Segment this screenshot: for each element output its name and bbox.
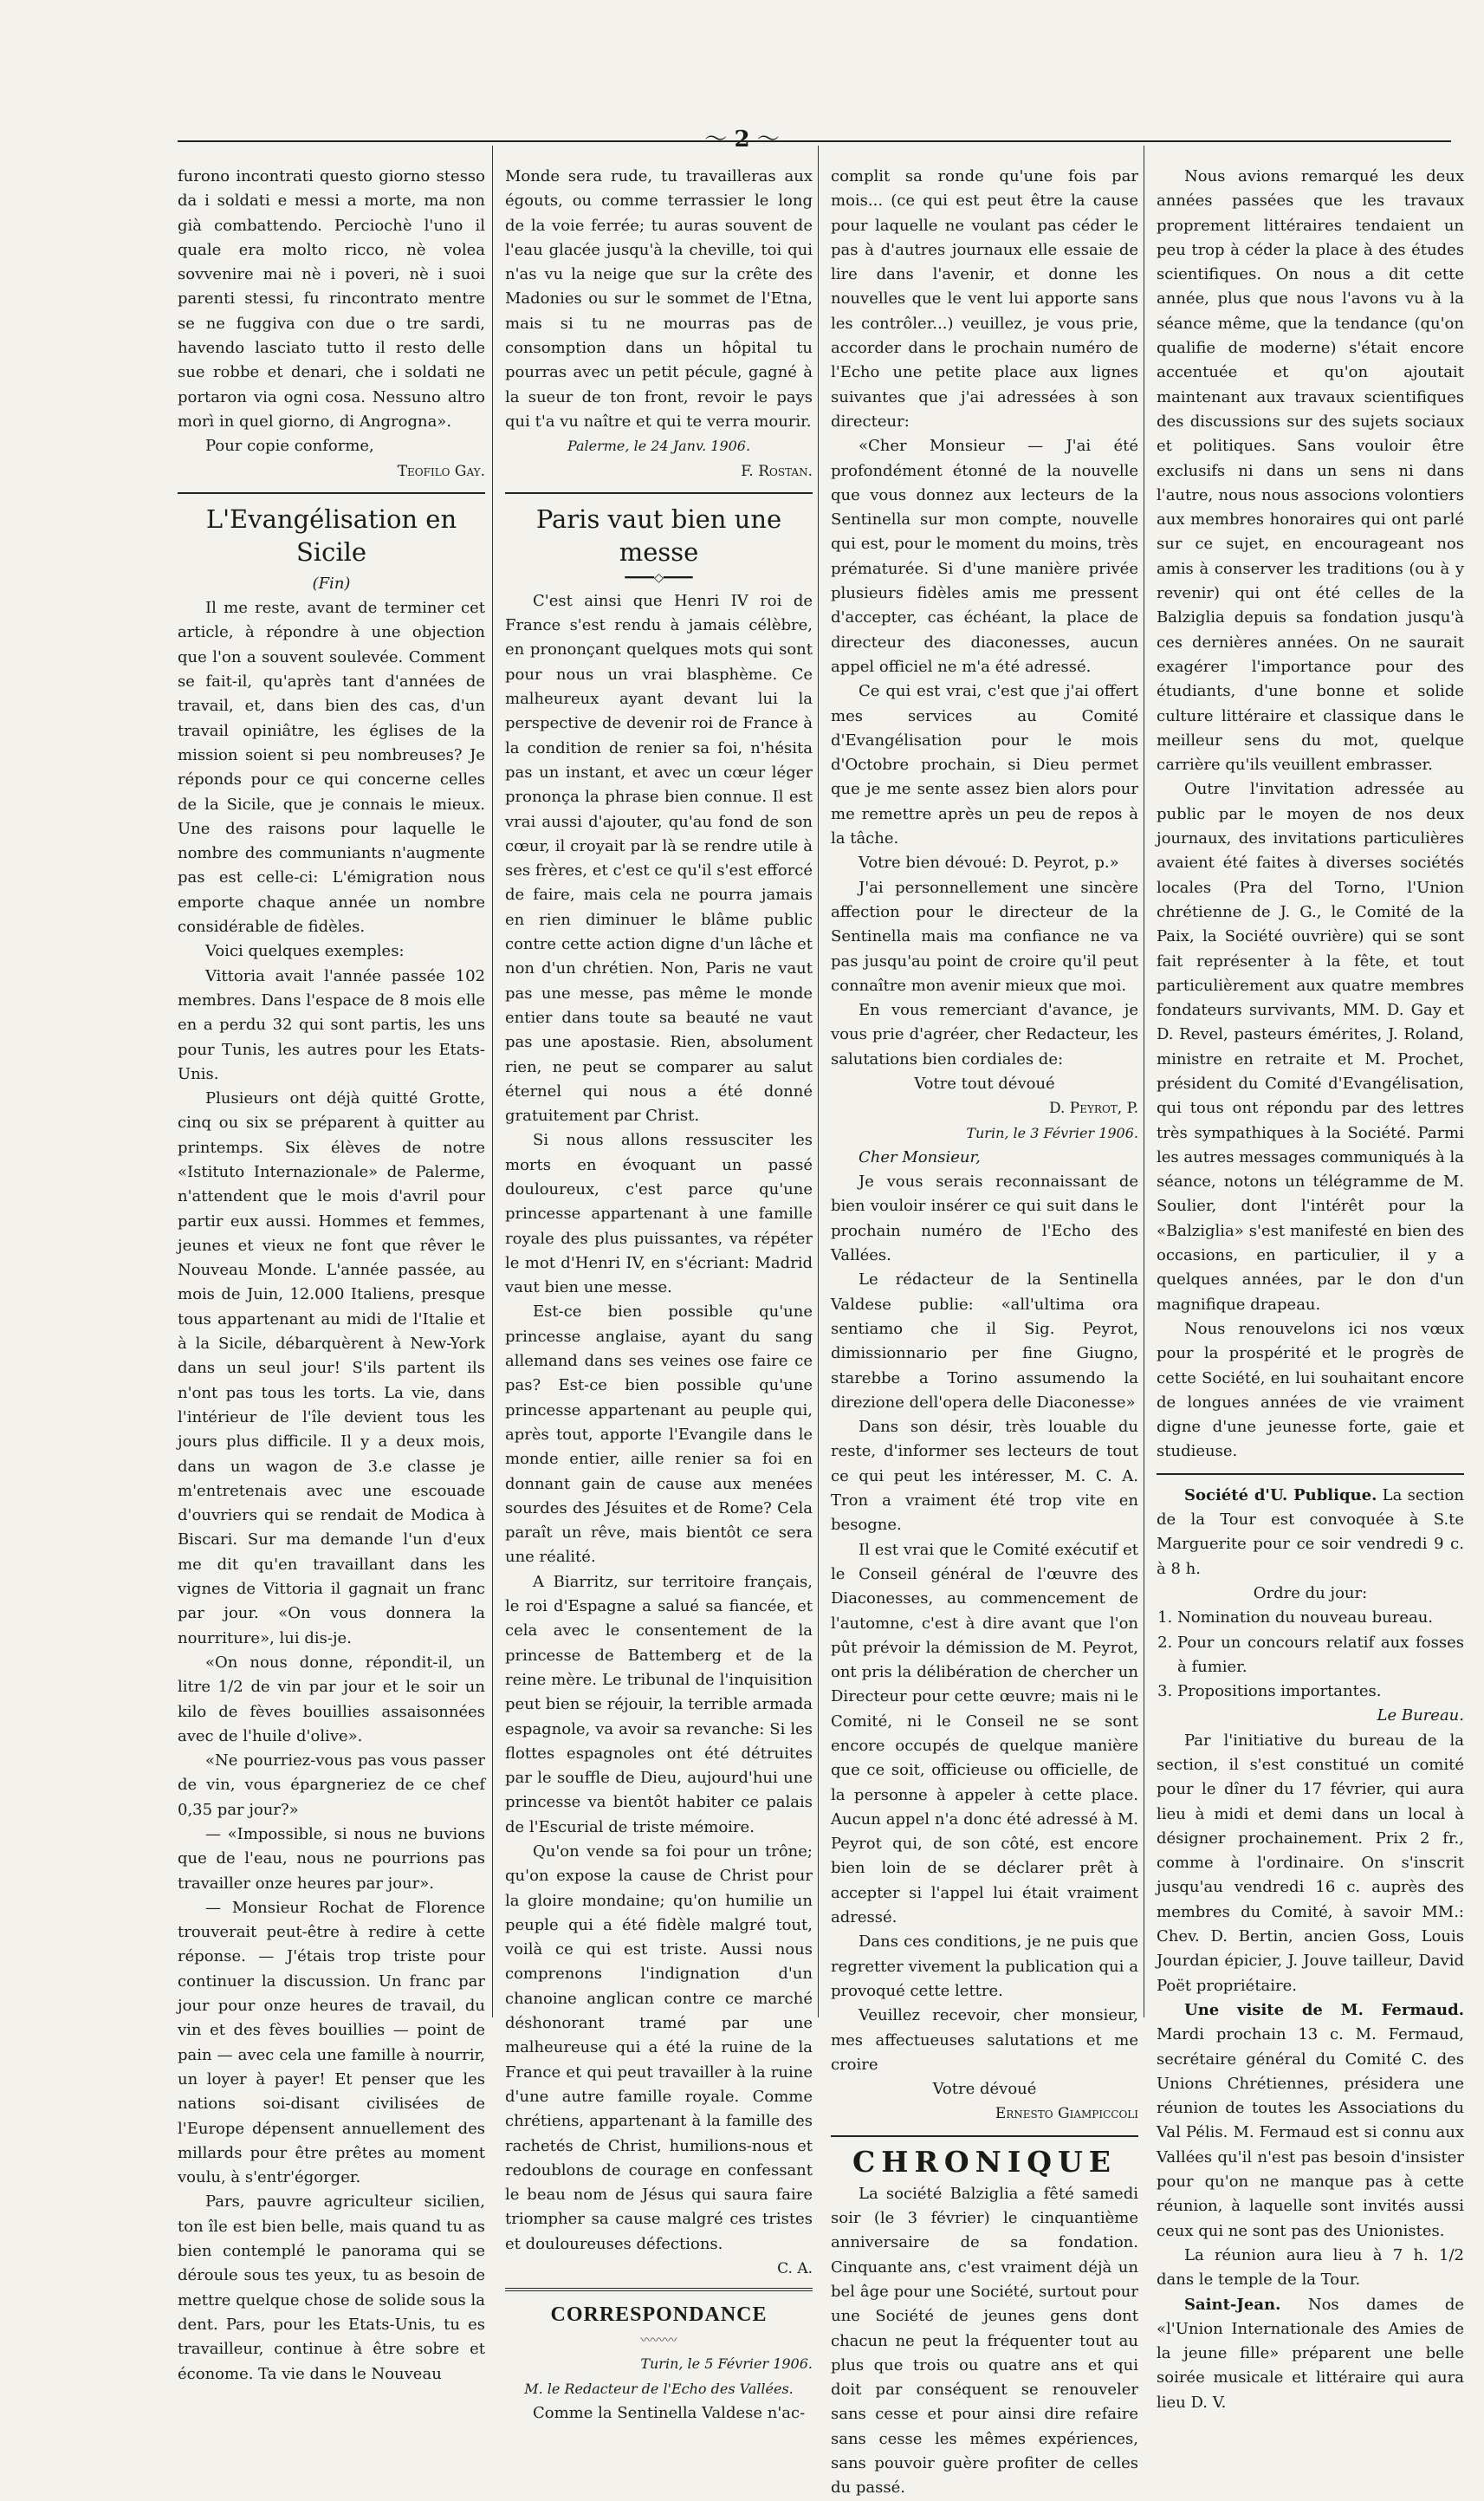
- paragraph: Dans son désir, très louable du reste, d'informer ses lecteurs de tout ce qui peut les intéresser, M. C. A. Tron a vraiment été trop vite en besogne.: [831, 1418, 1138, 1535]
- paragraph: Plusieurs ont déjà quitté Grotte, cinq ou six se préparent à quitter au printemps. Six élèves de notre «Istituto Internazionale» de Palerme, n'attendent que le mois d'avril pour partir eux aussi. Hommes et femmes, jeunes et vieux ne font que rêver le Nouveau Monde. L'année passée, au mois de Juin, 12.000 Italiens, presque tous appartenant au midi de l'Italie et à la Sicile, débarquèrent à New-York dans un seul jour! S'ils partent ils n'ont pas tous les torts. La vie, dans l'intérieur de l'île devient tous les jours plus difficile. Il y a deux mois, dans un wagon de 3.e classe je m'entretenais avec une escouade d'ouvriers qui se rendait de Modica à Biscari. Sur ma demande l'un d'eux me dit qu'en travaillant dans les vignes de Vittoria il gagnait un franc par jour. «On vous donnera la nourriture», lui dis-je.: [178, 1089, 485, 1647]
- paragraph: «On nous donne, répondit-il, un litre 1/2 de vin par jour et le soir un kilo de fèves bouillies assaisonnées avec de l'huile d'olive».: [178, 1653, 485, 1745]
- paragraph: — Monsieur Rochat de Florence trouverait peut-être à redire à cette réponse. — J'étais trop triste pour continuer la discussion. Un franc par jour pour onze heures de travail, du vin et des fèves bouillies — point de pain — avec cela une famille à nourrir, un loyer à payer! Et penser que les nations soi-disant civilisées de l'Europe dépensent annuellement des millards pour être prêtes au moment voulu, à s'entr'égorger.: [178, 1898, 485, 2187]
- section-rule: [505, 2288, 813, 2291]
- paragraph: J'ai personnellement une sincère affection pour le directeur de la Sentinella mais ma confiance ne va pas jusqu'au point de croire qu'il peut connaître mon avenir mieux que moi.: [831, 878, 1138, 995]
- list-item: 1. Nomination du nouveau bureau.: [1177, 1606, 1464, 1630]
- column-2: [505, 165, 813, 2422]
- closing: Votre tout dévoué: [914, 1074, 1055, 1093]
- signature: D. Peyrot, P.: [1048, 1100, 1138, 1118]
- section-rule: [831, 2135, 1138, 2137]
- paragraph: Il me reste, avant de terminer cet article, à répondre à une objection que l'on a souvent soulevée. Comment se fait-il, qu'après tant d'années de travail, et, dans bien des cas, d'un travail opiniâtre, les églises de la mission soient si peu nombreuses? Je réponds pour ce qui concerne celles de la Sicile, que je connais le mieux. Une des raisons pour laquelle le nombre des communiants n'augmente pas est celle-ci: L'émigration nous emporte chaque année un nombre considérable de fidèles.: [178, 599, 485, 937]
- salutation: M. le Redacteur de l'Echo des Vallées.: [524, 2380, 794, 2397]
- section-title: CORRESPONDANCE: [550, 2303, 768, 2327]
- item-heading: Saint-Jean.: [1184, 2295, 1281, 2314]
- section-rule: [178, 492, 485, 494]
- section-rule: [1157, 1473, 1464, 1475]
- paragraph: Vittoria avait l'année passée 102 membres. Dans l'espace de 8 mois elle en a perdu 32 qui sont partis, les uns pour Tunis, les autres pour les Etats-Unis.: [178, 966, 485, 1083]
- paragraph: Il est vrai que le Comité exécutif et le Conseil général de l'œuvre des Diaconesses, au commencement de l'automne, c'est à dire avant que l'on pût prévoir la démission de M. Peyrot, ont pris la délibération de chercher un Directeur pour cette œuvre; mais ni le Comité, ni le Conseil ne se sont encore occupés de quelque manière que ce soit, officieuse ou officielle, de la personne à appeler à cette place. Aucun appel n'a donc été adressé à M. Peyrot qui, de son côté, est encore bien loin de se déclarer prêt à accepter si l'appel lui était vraiment adressé.: [831, 1540, 1138, 1927]
- signature: Teofilo Gay.: [397, 462, 485, 480]
- paragraph: Est-ce bien possible qu'une princesse anglaise, ayant du sang allemand dans ses veines ose faire ce pas? Est-ce bien possible qu'une princesse appartenant au peuple qui, après tout, apporte l'Evangile dans le monde entier, aille renier sa foi en donnant gain de cause aux menées sourdes des Jésuites et de Rome? Cela paraît un rêve, mais bientôt ce sera une réalité.: [505, 1302, 813, 1567]
- paragraph: Qu'on vende sa foi pour un trône; qu'on expose la cause de Christ pour la gloire mondaine; qu'on humilie un peuple qui a été fidèle malgré tout, voilà ce qui est triste. Aussi nous comprenons l'indignation d'un chanoine anglican contre ce marché déshonorant tramé par une malheureuse qui a été la ruine de la France et qui peut travailler à la ruine d'une autre famille royale. Comme chrétiens, appartenant à la famille des rachetés de Christ, humilions-nous et redoublons de courage en confessant le beau nom de Jésus qui saura faire triompher sa cause malgré ces tristes et douloureuses défections.: [505, 1842, 813, 2253]
- paragraph: A Biarritz, sur territoire français, le roi d'Espagne a salué sa fiancée, et cela avec le consentement de la princesse de Battemberg et de la reine mère. Le tribunal de l'inquisition peut bien se réjouir, la terrible armada espagnole, va avoir sa revanche: Si les flottes espagnoles ont été détruites par le souffle de Dieu, aujourd'hui une princesse va bientôt habiter ce palais de l'Escurial de triste mémoire.: [505, 1572, 813, 1836]
- item-text: Mardi prochain 13 c. M. Fermaud, secrétaire général du Comité C. des Unions Chrétiennes, présidera une réunion de toutes les Associations du Val Pélis. M. Fermaud est si connu aux Vallées qu'il n'est pas besoin d'insister pour qu'on ne manque pas à cette réunion, à laquelle sont invités aussi ceux qui ne sont pas des Unionistes.: [1157, 2025, 1464, 2240]
- dateline: Turin, le 3 Février 1906.: [966, 1124, 1138, 1141]
- item-text: Nos dames de «l'Union Internationale des Amies de la jeune fille» préparent une belle soirée musicale et littéraire qui aura lieu D. V.: [1157, 2295, 1464, 2412]
- paragraph: Monde sera rude, tu travailleras aux égouts, ou comme terrassier le long de la voie ferrée; tu auras souvent de l'eau glacée jusqu'à la cheville, toi qui n'as vu la neige que sur la crête des Madonies ou sur le sommet de l'Etna, mais si tu ne mourras pas de consomption dans un hôpital tu pourras avec un petit pécule, gagné à la sueur de ton front, revoir le pays qui t'a vu naître et qui te verra mourir.: [505, 167, 813, 431]
- paragraph: Nous avions remarqué les deux années passées que les travaux proprement littéraires tendaient un peu trop à céder la place à des études scientifiques. On nous a dit cette année, plus que nous l'avons vu à la séance même, que la tendance (qu'on qualifie de moderne) s'était encore accentuée et qu'on ajoutait maintenant aux travaux scientifiques des discussions sur des sujets sociaux et politiques. Sans vouloir être exclusifs ni dans un sens ni dans l'autre, nous nous associons volontiers aux membres honoraires qui ont parlé sur ce sujet, en encourageant nos amis à conserver les traditions (ou à y revenir) qui ont été celles de la Balziglia depuis sa fondation jusqu'à ces dernières années. On ne saurait exagérer l'importance pour des étudiants, d'une bonne et solide culture littéraire et classique dans le meilleur sens du mot, quelque carrière qu'ils veuillent embrasser.: [1157, 167, 1464, 775]
- item-heading: Une visite de M. Fermaud.: [1184, 2000, 1464, 2019]
- paragraph: Outre l'invitation adressée au public par le moyen de nos deux journaux, des invitations particulières avaient été faites à diverses sociétés locales (Pra del Torno, l'Union chrétienne de J. G., le Comité de la Paix, la Société ouvrière) qui se sont fait représenter à la fête, et tout particulièrement aux quatre membres fondateurs survivants, MM. D. Gay et D. Revel, pasteurs émérites, J. Roland, ministre en retraite et M. Prochet, président du Comité d'Evangélisation, qui tous ont répondu par des lettres très sympathiques à la Société. Parmi les autres messages communiqués à la séance, notons un télégramme de M. Soulier, dont l'intérêt pour la «Balziglia» s'est manifesté en bien des occasions, en particulier, il y a quelques années, par le don d'un magnifique drapeau.: [1157, 780, 1464, 1314]
- paragraph: C'est ainsi que Henri IV roi de France s'est rendu à jamais célèbre, en prononçant quelques mots qui sont pour nous un vrai blasphème. Ce malheureux ayant devant lui la perspective de devenir roi de France à la condition de renier sa foi, n'hésita pas un instant, et avec un cœur léger prononça la phrase bien connue. Il est vrai aussi d'ajouter, qu'au fond de son cœur, il croyait par là se rendre utile à ses frères, et c'est ce qu'il s'est efforcé de faire, mais cela ne pourra jamais en rien diminuer le blâme public contre cette action digne d'un lâche et non d'un chrétien. Non, Paris ne vaut pas une messe, pas même le monde entier dans toute sa beauté ne vaut pas une apostasie. Rien, absolument rien, ne peut se comparer au salut éternel qui nous a été donné gratuitement par Christ.: [505, 591, 813, 1126]
- paragraph: furono incontrati questo giorno stesso da i soldati e messi a morte, ma non già combattendo. Perciochè l'uno il quale era molto ricco, nè volea sovvenire mai nè i poveri, nè i suoi parenti stessi, fu rincontrato mentre se ne fuggiva con due o tre sardi, havendo lasciato tutto il resto delle sue robbe et denari, che i soldati ne portaron via ogni cosa. Nessuno altro morì in quel giorno, di Angrogna».: [178, 167, 485, 431]
- item-text: La section de la Tour est convoquée à S.te Marguerite pour ce soir vendredi 9 c. à 8 h.: [1157, 1485, 1464, 1578]
- column-divider: [492, 146, 493, 2017]
- ornament: ━━━━◇━━━━: [625, 570, 693, 585]
- paragraph: complit sa ronde qu'une fois par mois... (ce qui est peut être la cause pour laquelle ne voulant pas céder le pas à d'autres journaux elle essaie de lire dans l'avenir, et donne les nouvelles que le vent lui apporte sans les contrôler...) veuillez, je vous prie, accorder dans le prochain numéro de l'Echo une petite place aux lignes suivantes que j'ai adressées à son directeur:: [831, 167, 1138, 431]
- signature: F. Rostan.: [741, 462, 813, 480]
- paragraph: Comme la Sentinella Valdese n'ac-: [533, 2403, 806, 2422]
- paragraph: «Cher Monsieur — J'ai été profondément étonné de la nouvelle que vous donnez aux lecteurs de la Sentinella sur mon compte, nouvelle qui est, pour le moment du moins, très prématurée. Si d'une manière privée plusieurs fidèles amis me pressent d'accepter, cas échéant, la place de directeur des diaconesses, aucun appel officiel ne m'a été adressé.: [831, 437, 1138, 676]
- header-rule: [178, 140, 1451, 142]
- paragraph: Votre bien dévoué: D. Peyrot, p.»: [859, 854, 1119, 873]
- salutation: Cher Monsieur,: [859, 1147, 981, 1166]
- ornament: 〰〰〰: [640, 2334, 677, 2348]
- paragraph: Nous renouvelons ici nos vœux pour la prospérité et le progrès de cette Société, en lui souhaitant encore de longues années de vie vraiment digne d'une jeunesse forte, gaie et studieuse.: [1157, 1319, 1464, 1461]
- paragraph: «Ne pourriez-vous pas vous passer de vin, vous épargneriez de ce chef 0,35 par jour?»: [178, 1751, 485, 1819]
- paragraph: Par l'initiative du bureau de la section, il s'est constitué un comité pour le dîner du 17 février, qui aura lieu à midi et demi dans un local à désigner prochainement. Prix 2 fr., comme à l'ordinaire. On s'inscrit jusqu'au vendredi 16 c. auprès des membres du Comité, à savoir MM.: Chev. D. Bertin, ancien Goss, Louis Jourdan épicier, J. Jouve tailleur, David Poët propriétaire.: [1157, 1731, 1464, 1995]
- paragraph: Voici quelques exemples:: [205, 942, 405, 961]
- signature: C. A.: [777, 2260, 813, 2278]
- column-divider: [818, 146, 819, 2017]
- signature: Ernesto Giampiccoli: [995, 2105, 1138, 2123]
- page-number: 〜 2 〜: [704, 127, 780, 153]
- list-item: 3. Propositions importantes.: [1177, 1679, 1464, 1704]
- paragraph: Le rédacteur de la Sentinella Valdese publie: «all'ultima ora sentiamo che il Sig. Peyrot, dimissionnario per fine Giugno, starebbe a Torino assumendo la direzione dell'opera delle Diaconesse»: [831, 1270, 1138, 1412]
- agenda-title: Ordre du jour:: [1253, 1583, 1368, 1602]
- paragraph: Dans ces conditions, je ne puis que regretter vivement la publication qui a provoqué cette lettre.: [831, 1933, 1138, 2000]
- dateline: Palerme, le 24 Janv. 1906.: [567, 438, 751, 455]
- article-title: Paris vaut bien une messe: [535, 503, 782, 567]
- paragraph: Pour copie conforme,: [205, 437, 374, 456]
- paragraph: Veuillez recevoir, cher monsieur, mes affectueuses salutations et me croire: [831, 2006, 1138, 2074]
- section-title: CHRONIQUE: [852, 2144, 1117, 2179]
- item-heading: Société d'U. Publique.: [1184, 1485, 1377, 1504]
- paragraph: La réunion aura lieu à 7 h. 1/2 dans le temple de la Tour.: [1157, 2245, 1464, 2290]
- signature: Le Bureau.: [1377, 1706, 1464, 1725]
- paragraph: Pars, pauvre agriculteur sicilien, ton île est bien belle, mais quand tu as bien contemplé le panorama qui se déroule sous tes yeux, tu as besoin de mettre quelque chose de solide sous la dent. Pars, pour les Etats-Unis, tu es travailleur, continue à être sobre et économe. Ta vie dans le Nouveau: [178, 2192, 485, 2383]
- paragraph: La société Balziglia a fêté samedi soir (le 3 février) le cinquantième anniversaire de sa fondation. Cinquante ans, c'est vraiment déjà un bel âge pour une Société, surtout pour une Société de jeunes gens dont chacun ne peut la fréquenter tout au plus que trois ou quatre ans et qui doit par conséquent se renouveler sans cesse et pour ainsi dire refaire sans cesse les mêmes expériences, sans pouvoir guère profiter de celles du passé.: [831, 2184, 1138, 2498]
- list-item: 2. Pour un concours relatif aux fosses à fumier.: [1177, 1631, 1464, 1680]
- dateline: Turin, le 5 Février 1906.: [640, 2355, 813, 2373]
- column-4: [1157, 165, 1464, 2412]
- agenda-list: [1157, 1606, 1464, 1704]
- section-rule: [505, 492, 813, 494]
- subtitle: (Fin): [312, 574, 351, 593]
- paragraph: Je vous serais reconnaissant de bien vouloir insérer ce qui suit dans le prochain numéro de l'Echo des Vallées.: [831, 1173, 1138, 1265]
- closing: Votre dévoué: [932, 2080, 1037, 2099]
- paragraph: Ce qui est vrai, c'est que j'ai offert mes services au Comité d'Evangélisation pour le mois d'Octobre prochain, si Dieu permet que je me sente assez bien alors pour me remettre après un peu de repos à la tâche.: [831, 682, 1138, 848]
- article-title: L'Evangélisation en Sicile: [205, 503, 457, 567]
- paragraph: — «Impossible, si nous ne buvions que de l'eau, nous ne pourrions pas travailler onze heures par jour».: [178, 1825, 485, 1893]
- paragraph: En vous remerciant d'avance, je vous prie d'agréer, cher Redacteur, les salutations bien cordiales de:: [831, 1001, 1138, 1069]
- column-1: [178, 165, 485, 2383]
- column-3: [831, 165, 1138, 2498]
- paragraph: Si nous allons ressusciter les morts en évoquant un passé douloureux, c'est parce qu'une princesse appartenant à une famille royale des plus puissantes, va répéter le mot d'Henri IV, en s'écriant: Madrid vaut bien une messe.: [505, 1131, 813, 1297]
